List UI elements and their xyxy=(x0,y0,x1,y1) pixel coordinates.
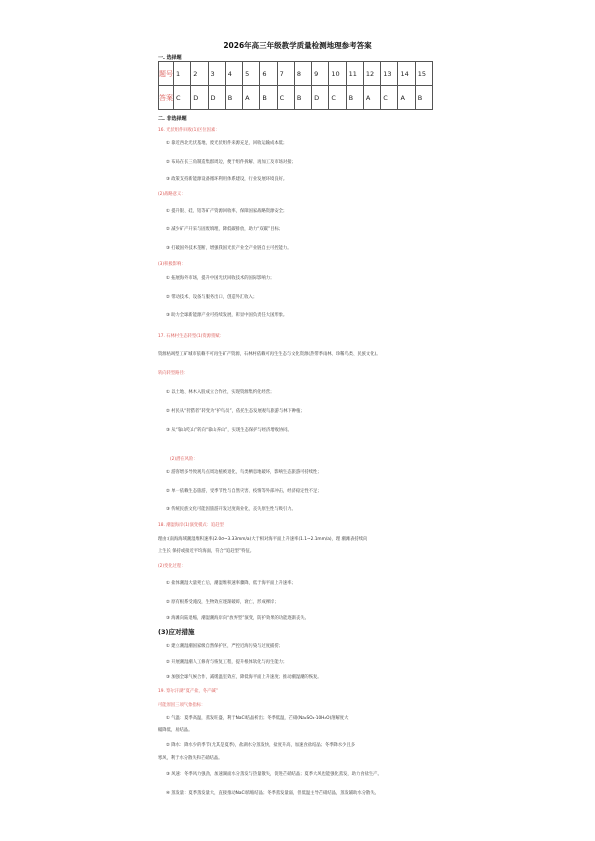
q17-item: ① 游客增多导致观鸟点周边植被退化，鸟类栖息地破坏，影响生态旅游可持续性； xyxy=(166,470,322,475)
table-cell: 7 xyxy=(277,62,294,86)
q16-item: ① 提升银、硅、铝等矿产资源回收率，保障国家战略资源安全； xyxy=(166,209,288,214)
q18-item: ② 原有根系受淹没，生物效应逐渐破碎，衰亡，形成裸岸； xyxy=(166,600,279,605)
table-cell: D xyxy=(208,86,225,110)
q18-item: ① 盐体潮湿大量死亡后，潮湿堆积速率骤降，低于海平面上升速率； xyxy=(166,581,296,586)
table-cell: 6 xyxy=(260,62,277,86)
q18-item: ① 建立潮湿潮国家级自然保护区，严控近海污染与过度捕捞； xyxy=(166,644,283,649)
table-cell: 12 xyxy=(363,62,380,86)
q18-item: ③ 加强全球气候合作，减缓温室效应，降低海平面上升速度；推动潮湿潮的恢复。 xyxy=(166,675,322,680)
row-header-answer: 答案 xyxy=(159,86,174,110)
q16-item: ② 减少矿产开采与固废填埋，降低碳排放，助力“双碳”目标； xyxy=(166,227,284,232)
table-cell: B xyxy=(346,86,363,110)
table-cell: C xyxy=(277,86,294,110)
q17-item: ② 单一依赖生态旅游，受季节性与自然灾害、疫情等外部冲击，经济稳定性不足； xyxy=(166,489,322,494)
q17-subheading: 转向转型路径： xyxy=(158,371,189,376)
table-cell: 15 xyxy=(415,62,432,86)
q16-item: ① 拓展海外市场，提升中国光伏回收技术的国际影响力； xyxy=(166,276,275,281)
section-non-choice: 二. 非选择题 xyxy=(158,116,187,122)
table-cell: C xyxy=(174,86,191,110)
q16-item: ② 带动技术、设备与服务出口，创造外汇收入； xyxy=(166,295,258,300)
table-cell: 13 xyxy=(381,62,398,86)
table-cell: 1 xyxy=(174,62,191,86)
table-cell: 4 xyxy=(225,62,242,86)
table-cell: B xyxy=(225,86,242,110)
table-cell: 9 xyxy=(312,62,329,86)
table-cell: A xyxy=(243,86,260,110)
table-cell: D xyxy=(312,86,329,110)
table-row-numbers xyxy=(159,62,433,86)
q16-subheading: (3)积极影响： xyxy=(158,262,186,267)
q19-heading: 19. 察尔汗湖“夏产盐，冬产碱” xyxy=(158,689,218,694)
q16-item: ③ 打破国外技术垄断，增强我国光伏产业全产业链自主可控能力。 xyxy=(166,246,292,251)
table-cell: 8 xyxy=(294,62,311,86)
table-cell: D xyxy=(191,86,208,110)
q19-item: ① 气温：夏季高温，蒸发旺盛，利于NaCl结晶析出；冬季低温，芒硝(Na₂SO₄·10H₂O)溶解度大 xyxy=(166,716,349,721)
q18-item: ② 开展潮湿潮人工修育与恢复工程，提升根体软化与再生能力； xyxy=(166,660,288,665)
table-cell: A xyxy=(363,86,380,110)
answer-table xyxy=(158,61,433,110)
table-cell: 3 xyxy=(208,62,225,86)
q18-subheading: (3)应对措施 xyxy=(158,628,195,636)
table-row-answers xyxy=(159,86,433,110)
q17-heading: 17. 石林村生态转型(1)资源禀赋： xyxy=(158,334,224,339)
section-multiple-choice: 一. 选择题 xyxy=(158,55,182,61)
q17-paragraph: 资源枯竭型工矿城市依赖不可再生矿产资源，石林村依赖可再生生态与文化资源(热带季雨林、珍稀鸟类、民族文化)。 xyxy=(158,352,381,357)
q18-paragraph: 理由:(南海海域潮湿堆积速率(2.0σ~3.33mm/a)大于相对海平面上升速率(1.1~2.1mm/a)，理 潮滩表持续向 xyxy=(158,537,368,542)
table-cell: 11 xyxy=(346,62,363,86)
q19-item: 寒风，利于水分散失和芒硝结晶。 xyxy=(158,756,223,761)
q17-item: ① 以土地、林木入股成立合作社，实现资源集约化经营； xyxy=(166,390,275,395)
q17-item: ② 村民从“狩猎者”转变为“护鸟员”，依托生态发展观鸟旅游与林下种植； xyxy=(166,409,305,414)
q16-item: ② 布局在长三角制造集群周边，便于组件拆解、再加工及市场对接； xyxy=(166,160,296,165)
q17-subheading: (2)潜在风险： xyxy=(170,457,198,462)
q16-subheading: (2)战略意义： xyxy=(158,192,186,197)
table-cell: B xyxy=(294,86,311,110)
q19-item: ③ 风速：冬季风力强劲，加速湖面水分蒸发与热量散失，促进芒硝结晶；夏季大风也能强化蒸发，助力食盐生产。 xyxy=(166,772,382,777)
q17-item: ③ 从“靠山吃山”转向“靠山养山”，实现生态保护与经济增收协同。 xyxy=(166,428,292,433)
page-title: 2026年高三年级教学质量检测地理参考答案 xyxy=(223,41,372,50)
q19-subheading: 可能原因三项气象指标： xyxy=(158,703,206,708)
table-cell: 10 xyxy=(329,62,346,86)
q19-item: ② 降水：降水少的季节(尤其是夏季)，盐湖水分蒸发快，盐度升高，加速食盐结晶；冬季降水少且多 xyxy=(166,743,356,748)
q18-paragraph: 上生长 保持或接近平均海面，符合“追赶型”特征。 xyxy=(158,549,255,554)
q19-item: 幅降低，易结晶。 xyxy=(158,728,193,733)
q16-item: ① 靠近西北光伏基地，废光伏组件来源充足，回收运输成本低； xyxy=(166,141,288,146)
q19-item: ④ 蒸发量：夏季蒸发量大，直接推动NaCl浓缩结晶；冬季蒸发量弱，但低温主导芒硝结晶，蒸发辅助水分散失。 xyxy=(166,791,379,796)
table-cell: C xyxy=(381,86,398,110)
q18-subheading: (2)变化过程： xyxy=(158,564,186,569)
q16-item: ③ 政策支持新能源设备循环利用体系建设，行业发展环境良好。 xyxy=(166,177,288,182)
q17-item: ③ 传统民族文化可能因旅游开发过度商业化，丧失原生性与吸引力。 xyxy=(166,507,296,512)
table-cell: C xyxy=(329,86,346,110)
table-cell: 5 xyxy=(243,62,260,86)
table-cell: 14 xyxy=(398,62,415,86)
q16-item: ③ 助力全球新能源产业可持续发展，彰显中国负责任大国形象。 xyxy=(166,313,288,318)
q18-heading: 18. 潮湿海岸(1)演变模式：追赶型 xyxy=(158,523,224,528)
table-cell: B xyxy=(415,86,432,110)
q16-heading: 16. 光伏组件回收(1)区位因素： xyxy=(158,128,220,133)
table-cell: B xyxy=(260,86,277,110)
table-cell: A xyxy=(398,86,415,110)
table-cell: 2 xyxy=(191,62,208,86)
row-header-number: 题号 xyxy=(159,62,174,86)
q18-item: ③ 海滩向陆退缩，潮湿潮海岸向“放弃型”演变，防护效果的功能逐渐丧失。 xyxy=(166,616,309,621)
